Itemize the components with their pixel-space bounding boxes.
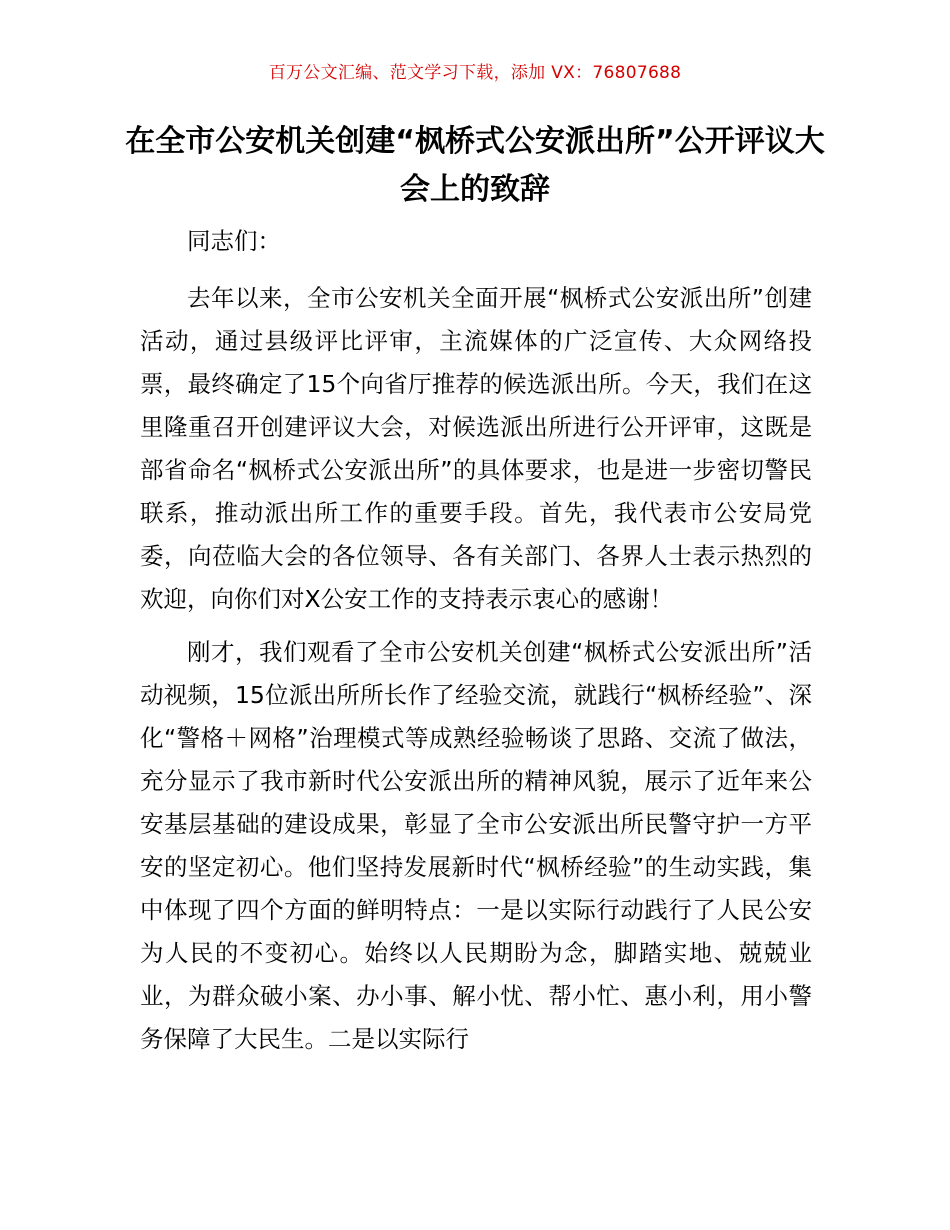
header-banner: 百万公文汇编、范文学习下载，添加 VX：76807688 [268,63,682,83]
paragraph-2: 刚才，我们观看了全市公安机关创建“枫桥式公安派出所”活动视频，15位派出所所长作了经验交流，就践行“枫桥经验”、深化“警格＋网格”治理模式等成熟经验畅谈了思路、交流了做法，充分显示了我市新时代公安派出所的精神风貌，展示了近年来公安基层基础的建设成果，彰显了全市公安派出所民警守护一方平安的坚定初心。他们坚持发展新时代“枫桥经验”的生动实践，集中体现了四个方面的鲜明特点：一是以实际行动践行了人民公安为人民的不变初心。始终以人民期盼为念，脚踏实地、兢兢业业，为群众破小案、办小事、解小忧、帮小忙、惠小利，用小警务保障了大民生。二是以实际行 [140,638,812,1053]
paragraph-1: 去年以来，全市公安机关全面开展“枫桥式公安派出所”创建活动，通过县级评比评审，主流媒体的广泛宣传、大众网络投票，最终确定了15个向省厅推荐的候选派出所。今天，我们在这里隆重召开创建评议大会，对候选派出所进行公开评审，这既是部省命名“枫桥式公安派出所”的具体要求，也是进一步密切警民联系，推动派出所工作的重要手段。首先，我代表市公安局党委，向莅临大会的各位领导、各有关部门、各界人士表示热烈的欢迎，向你们对X公安工作的支持表示衷心的感谢！ [140,284,812,613]
document-title: 在全市公安机关创建“枫桥式公安派出所”公开评议大会上的致辞 [125,124,825,207]
document-body [140,220,812,1061]
salutation: 同志们： [187,227,281,255]
